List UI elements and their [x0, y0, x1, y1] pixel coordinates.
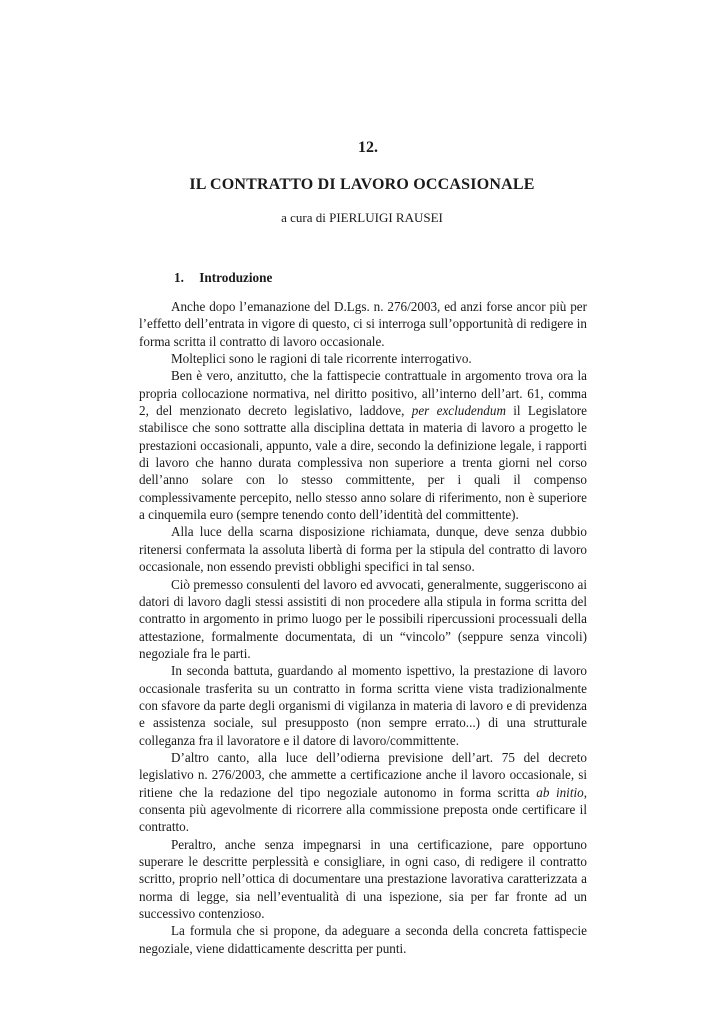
chapter-title: IL CONTRATTO DI LAVORO OCCASIONALE — [189, 176, 535, 193]
author-byline: a cura di PIERLUIGI RAUSEI — [281, 210, 443, 225]
paragraph: Ciò premesso consulenti del lavoro ed avvocati, generalmente, suggeriscono ai datori di lavoro dagli stessi assistiti di non procedere alla stipula in forma scritta del contratto in argomento in primo luogo per le possibili ripercussioni processuali della attestazione, formalmente documentata, di un “vincolo” (seppure senza vincoli) negoziale fra le parti. — [139, 576, 587, 661]
chapter-number-text: 12. — [358, 139, 378, 156]
section-title: Introduzione — [199, 270, 273, 285]
paragraph: Alla luce della scarna disposizione richiamata, dunque, deve senza dubbio ritenersi confermata la assoluta libertà di forma per la stipula del contratto di lavoro occasionale, non essendo previsti obblighi specifici in tal senso. — [139, 524, 587, 575]
paragraph-text: il Legislatore stabilisce che sono sottratte alla disciplina dettata in materia di lavoro a progetto le prestazioni occasionali, appunto, vale a dire, secondo la definizione legale, i rapporti di lavoro che hanno durata complessiva non superiore a trenta giorni nel corso dell’anno solare con lo stesso committente, per i quali il compenso complessivamente percepito, nello stesso anno solare di riferimento, non è superiore a cinquemila euro (sempre tenendo conto dell’identità del committente). — [139, 403, 588, 523]
latin-phrase: per excludendum — [411, 403, 506, 419]
paragraph-text: , consenta più agevolmente di ricorrere alla commissione preposta onde certificare il contratto. — [139, 784, 587, 835]
latin-phrase: ab initio — [536, 784, 584, 800]
body-text — [139, 298, 587, 957]
paragraph-text: Ben è vero, anzitutto, che la fattispecie contrattuale in argomento trova ora la propria collocazione normativa, nel diritto positivo, all’interno dell’art. 61, comma 2, del menzionato decreto legislativo, laddove, — [139, 368, 587, 419]
paragraph: Anche dopo l’emanazione del D.Lgs. n. 276/2003, ed anzi forse ancor più per l’effetto dell’entrata in vigore di questo, ci si interroga sull’opportunità di redigere in forma scritta il contratto di lavoro occasionale. — [139, 299, 587, 349]
paragraph — [139, 749, 587, 836]
paragraph-text: D’altro canto, alla luce dell’odierna previsione dell’art. 75 del decreto legislativo n. 276/2003, che ammette a certificazione anche il lavoro occasionale, si ritiene che la redazione del tipo negoziale autonomo in forma scritta — [139, 749, 587, 800]
paragraph: La formula che si propone, da adeguare a seconda della concreta fattispecie negoziale, viene didatticamente descritta per punti. — [139, 923, 587, 956]
section-number: 1. — [174, 270, 184, 285]
paragraph — [139, 367, 587, 523]
section-heading — [174, 270, 272, 286]
chapter-number — [0, 139, 724, 157]
paragraph: Peraltro, anche senza impegnarsi in una certificazione, pare opportuno superare le descritte perplessità e consigliare, in ogni caso, di redigere il contratto scritto, proprio nell’ottica di documentare una prestazione lavorativa caratterizzata a norma di legge, sia nell’eventualità di una ispezione, sia per far fronte ad un successivo contenzioso. — [139, 836, 587, 922]
paragraph: In seconda battuta, guardando al momento ispettivo, la prestazione di lavoro occasionale trasferita su un contratto in forma scritta viene vista tradizionalmente con sfavore da parte degli organismi di vigilanza in materia di lavoro e di previdenza e assistenza sociale, sul presupposto (non sempre errato...) di una strutturale colleganza fra il lavoratore e il datore di lavoro/committente. — [139, 663, 587, 748]
paragraph: Molteplici sono le ragioni di tale ricorrente interrogativo. — [171, 351, 472, 367]
